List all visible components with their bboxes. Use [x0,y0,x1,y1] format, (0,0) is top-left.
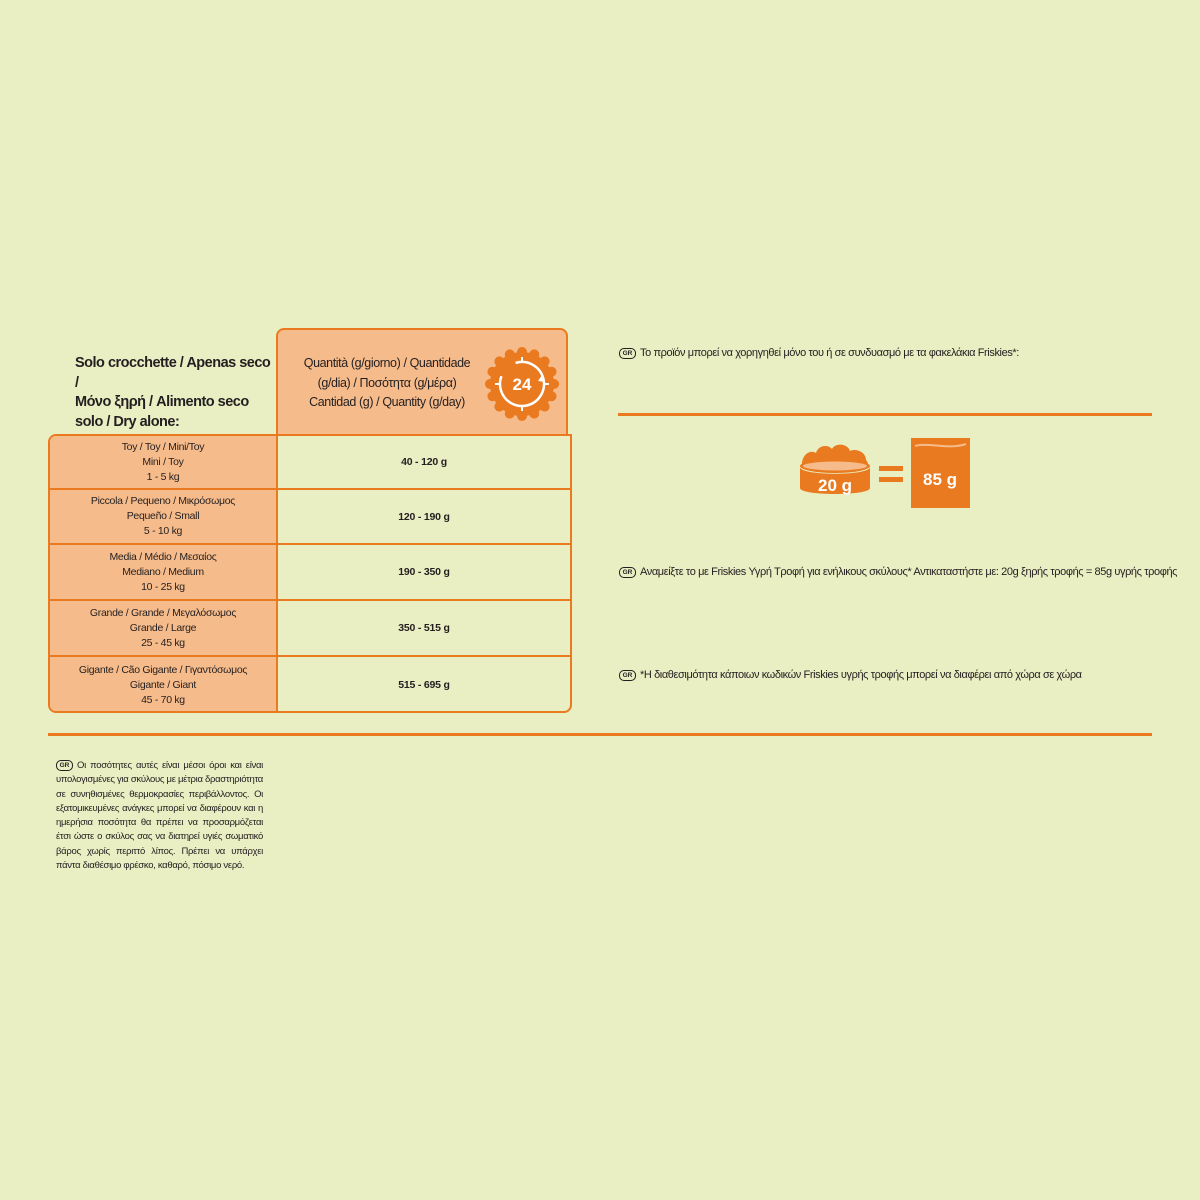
quantity-header-line-1: Quantità (g/giorno) / Quantidade [303,356,471,370]
quantity-cell: 40 - 120 g [401,456,447,468]
wet-amount-label: 85 g [922,470,958,489]
dry-alone-heading-line-2: Μόνο ξηρή / Alimento seco [75,394,249,410]
divider [48,733,1152,736]
availability-note [619,669,1082,681]
table-row [50,490,570,545]
table-row [50,436,570,490]
quantity-cell: 515 - 695 g [398,679,450,691]
quantity-column-header [276,328,568,436]
dry-alone-heading-line-3: solo / Dry alone: [75,413,180,430]
dog-size-cell: Grande / Grande / Μεγαλόσωμος Grande / Large 25 - 45 kg [50,601,278,655]
availability-note-text: *Η διαθεσιμότητα κάποιων κωδικών Friskies υγρής τροφής μπορεί να διαφέρει από χώρα σε χώρα [640,669,1082,681]
quantity-header-line-3: Cantidad (g) / Quantity (g/day) [309,395,465,409]
dog-size-cell: Toy / Toy / Mini/Toy Mini / Toy 1 - 5 kg [50,436,278,488]
feeding-table [48,434,572,713]
gr-language-badge: GR [619,670,636,681]
mix-instruction-text: Αναμείξτε το με Friskies Υγρή Τροφή για ενήλικους σκύλους* Αντικαταστήστε με: 20g ξηρής τροφής = 85g υγρής τροφής [640,566,1178,578]
dry-wet-equivalence-graphic [798,436,972,510]
24-hour-clock-icon [482,344,562,424]
quantity-cell: 120 - 190 g [398,510,450,523]
dog-size-cell: Gigante / Cão Gigante / Γιγαντόσωμος Gigante / Giant 45 - 70 kg [50,657,278,713]
combination-note-text: Το προϊόν μπορεί να χορηγηθεί μόνο του ή σε συνδυασμό με τα φακελάκια Friskies*: [640,347,1019,359]
dog-size-cell: Piccola / Pequeno / Μικρόσωμος Pequeño / Small 5 - 10 kg [50,490,278,543]
gr-language-badge: GR [619,567,636,578]
quantity-header-text [292,354,482,413]
combination-note [619,347,1019,359]
mix-instruction-note [619,566,1177,578]
quantity-cell: 350 - 515 g [398,622,450,634]
feeding-disclaimer [56,759,263,873]
dog-size-cell: Media / Médio / Μεσαίος Mediano / Medium 10 - 25 kg [50,545,278,599]
dry-alone-heading [75,354,275,432]
table-row [50,657,570,713]
clock-label: 24 [512,375,532,394]
divider [618,413,1152,416]
quantity-cell: 190 - 350 g [398,566,450,578]
gr-language-badge: GR [56,760,73,771]
quantity-header-line-2: (g/dia) / Ποσότητα (g/μέρα) [317,375,457,390]
dry-alone-heading-line-1: Solo crocchette / Apenas seco / [75,355,271,391]
dry-amount-label: 20 g [817,476,853,495]
table-row [50,545,570,601]
gr-language-badge: GR [619,348,636,359]
table-row [50,601,570,657]
feeding-disclaimer-text: Οι ποσότητες αυτές είναι μέσοι όροι και είναι υπολογισμένες για σκύλους με μέτρια δραστηριότητα σε συνηθισμένες θερμοκρασίες περιβάλλοντος. Οι εξατομικευμένες ανάγκες μπορεί να διαφέρουν και η ημερήσια ποσότητα θα πρέπει να προσαρμόζεται έτσι ώστε ο σκύλος σας να διατηρεί υγιές σωματικό βάρος χωρίς περιττό λίπος. Πρέπει να υπάρχει πάντα διαθέσιμο φρέσκο, καθαρό, πόσιμο νερό. [56,760,263,872]
